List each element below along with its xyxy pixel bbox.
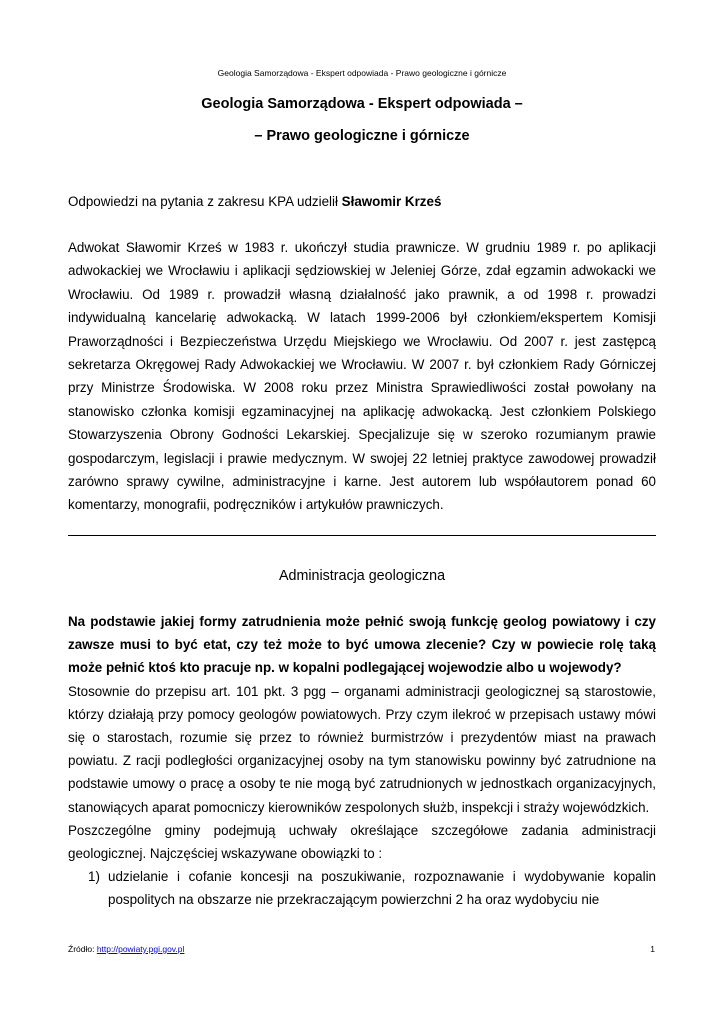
answer-paragraph-2: Poszczególne gminy podejmują uchwały określające szczegółowe zadania administracji geologicznej. Najczęściej wskazywane obowiązki to : — [68, 822, 656, 862]
list-item-number: 1) — [88, 869, 100, 885]
author-bio: Adwokat Sławomir Krześ w 1983 r. ukończył studia prawnicze. W grudniu 1989 r. po aplikacji adwokackiej we Wrocławiu i aplikacji sędziowskiej w Jeleniej Górze, zdał egzamin adwokacki we Wrocławiu. Od 1989 r. prowadził własną działalność jako prawnik, a od 1998 r. prowadzi indywidualną kancelarię adwokacką. W latach 1999-2006 był członkiem/ekspertem Komisji Praworządności i Bezpieczeństwa Urzędu Miejskiego we Wrocławiu. Od 2007 r. jest zastępcą sekretarza Okręgowej Rady Adwokackiej we Wrocławiu. W 2007 r. był członkiem Rady Górniczej przy Ministrze Środowiska. W 2008 roku przez Ministra Sprawiedliwości został powołany na stanowisko członka komisji egzaminacyjnej na aplikację adwokacką. Jest członkiem Polskiego Stowarzyszenia Obrony Godności Lekarskiej. Specjalizuje się w szeroko rozumianym prawie gospodarczym, legislacji i prawie medycznym. W swojej 22 letniej praktyce zawodowej prowadził zarówno sprawy cywilne, administracyjne i karne. Jest autorem lub współautorem ponad 60 komentarzy, monografii, podręczników i artykułów prawniczych. — [68, 240, 656, 513]
qa-section — [68, 610, 656, 912]
author-name: Sławomir Krześ — [341, 194, 442, 209]
footer-source — [68, 944, 184, 955]
question: Na podstawie jakiej formy zatrudnienia może pełnić swoją funkcję geolog powiatowy i czy zawsze musi to być etat, czy też może to być umowa zlecenie? Czy w powiecie rolę taką może pełnić ktoś kto pracuje np. w kopalni podlegającej wojewodzie albo u wojewody? — [68, 614, 656, 676]
intro-paragraph — [68, 193, 656, 210]
duties-list — [68, 865, 656, 911]
running-header: Geologia Samorządowa - Ekspert odpowiada - Prawo geologiczne i górnicze — [217, 68, 507, 78]
answer-paragraph-1: Stosownie do przepisu art. 101 pkt. 3 pgg – organami administracji geologicznej są starostowie, którzy działają przy pomocy geologów powiatowych. Przy czym ilekroć w przepisach ustawy mówi się o starostach, rozumie się przez to również burmistrzów i prezydentów miast na prawach powiatu. Z racji podległości organizacyjnej osoby na tym stanowisku powinny być zatrudnione na podstawie umowy o pracę a osoby te nie mogą być zatrudnionych w jednostkach organizacyjnych, stanowiących aparat pomocniczy kierowników zespolonych służb, inspekcji i straży wojewódzkich. — [68, 683, 656, 815]
section-title: Administracja geologiczna — [278, 568, 446, 584]
footer-source-label: Źródło: — [68, 944, 97, 954]
document-title-line-2: – Prawo geologiczne i górnicze — [254, 128, 470, 144]
source-link[interactable]: http://powiaty.pgi.gov.pl — [96, 944, 185, 954]
document-title-line-1: Geologia Samorządowa - Ekspert odpowiada – — [201, 96, 523, 112]
list-item — [68, 865, 656, 911]
list-item-text: udzielanie i cofanie koncesji na poszukiwanie, rozpoznawanie i wydobywanie kopalin pospolitych na obszarze nie przekraczającym powierzchni 2 ha oraz wydobyciu nie — [108, 869, 656, 908]
horizontal-divider — [68, 535, 656, 536]
page-number: 1 — [650, 944, 655, 954]
intro-text: Odpowiedzi na pytania z zakresu KPA udzielił — [68, 194, 342, 209]
